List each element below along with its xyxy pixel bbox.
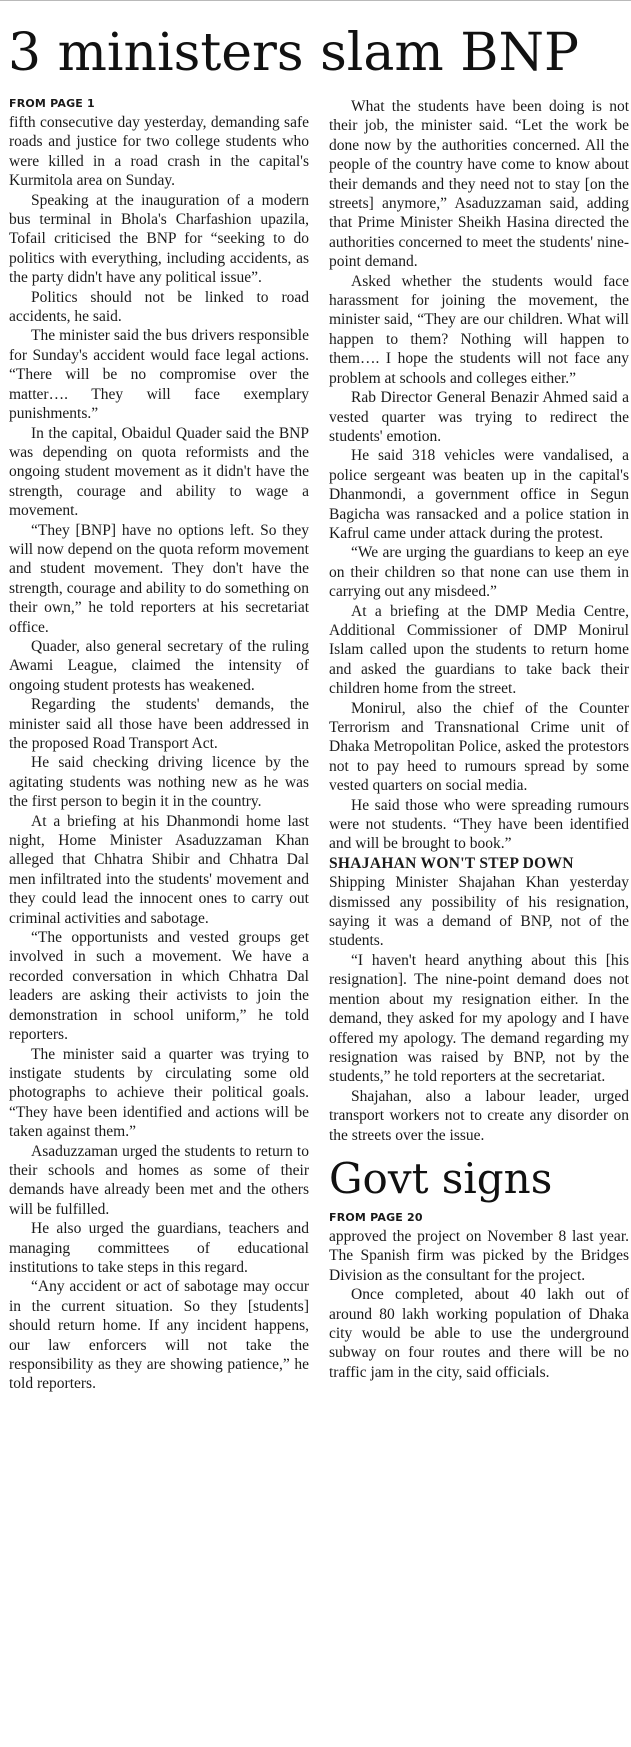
article-paragraph: Speaking at the inauguration of a modern bus terminal in Bhola's Charfashion upazila, Tofail criticised the BNP for “seeking to do politics with everything, including accidents, as the party didn't have any political issue”. <box>9 191 309 287</box>
article-paragraph: Politics should not be linked to road accidents, he said. <box>9 288 309 326</box>
article-kicker: FROM PAGE 1 <box>9 97 95 110</box>
article-paragraph: Monirul, also the chief of the Counter Terrorism and Transnational Crime unit of Dhaka Metropolitan Police, asked the protestors not to pay heed to rumours spread by some vested quarters on social media. <box>329 699 629 795</box>
section-subhead: SHAJAHAN WON'T STEP DOWN <box>329 854 574 872</box>
article-paragraph: At a briefing at the DMP Media Centre, Additional Commissioner of DMP Monirul Islam called upon the students to return home and asked the guardians to take back their children home from the street. <box>329 602 629 698</box>
second-article-kicker: FROM PAGE 20 <box>329 1210 423 1224</box>
article-paragraph: At a briefing at his Dhanmondi home last night, Home Minister Asaduzzaman Khan alleged that Chhatra Shibir and Chhatra Dal men infiltrated into the students' movement and they could lead the innocent ones to carry out criminal activities and sabotage. <box>9 812 309 927</box>
article-paragraph: fifth consecutive day yesterday, demanding safe roads and justice for two college students who were killed in a road crash in the capital's Kurmitola area on Sunday. <box>9 114 309 190</box>
article-paragraph: He also urged the guardians, teachers and managing committees of educational institutions to take steps in this regard. <box>9 1220 309 1276</box>
article-paragraph: He said checking driving licence by the agitating students was nothing new as he was the first person to begin it in the country. <box>9 754 309 811</box>
article-paragraph: Regarding the students' demands, the minister said all those have been addressed in the proposed Road Transport Act. <box>9 696 309 752</box>
article-paragraph: “We are urging the guardians to keep an eye on their children so that none can use them in carrying out any misdeed.” <box>329 544 629 601</box>
article-headline: 3 ministers slam BNP <box>8 23 579 83</box>
article-paragraph: What the students have been doing is not their job, the minister said. “Let the work be done now by the authorities concerned. All the people of the country have come to know about their demands and they need not to stay [on the streets] anymore,” Asaduzzaman said, adding that Prime Minister Sheikh Hasina directed the authorities concerned to meet the students' nine-point demand. <box>329 98 629 271</box>
article-paragraph: Shajahan, also a labour leader, urged transport workers not to create any disorder on the streets over the issue. <box>329 1087 629 1144</box>
article-paragraph: approved the project on November 8 last year. The Spanish firm was picked by the Bridges Division as the consultant for the project. <box>329 1227 629 1284</box>
article-paragraph: Rab Director General Benazir Ahmed said a vested quarter was trying to redirect the students' emotion. <box>329 389 629 445</box>
article-paragraph: “They [BNP] have no options left. So they will now depend on the quota reform movement and student movement. They don't have the strength, courage and ability to do something on their own,” he told reporters at his secretariat office. <box>9 521 309 636</box>
article-paragraph: “The opportunists and vested groups get involved in such a movement. We have a recorded conversation in which Chhatra Dal leaders are asking their activists to join the demonstration in school uniform,” he told reporters. <box>9 929 309 1044</box>
left-column <box>9 97 309 1747</box>
article-paragraph: He said 318 vehicles were vandalised, a police sergeant was beaten up in the capital's Dhanmondi, a government office in Segun Bagicha was ransacked and a police station in Kafrul came under attack during the protest. <box>329 447 629 542</box>
article-paragraph: In the capital, Obaidul Quader said the BNP was depending on quota reformists and the ongoing student movement as it didn't have the strength, courage and ability to wage a movement. <box>9 424 309 520</box>
second-article-headline: Govt signs <box>329 1153 553 1203</box>
right-column <box>329 97 629 1747</box>
article-paragraph: He said those who were spreading rumours were not students. “They have been identified and will be brought to book.” <box>329 796 629 853</box>
article-paragraph: “I haven't heard anything about this [his resignation]. The nine-point demand does not mention about my resignation either. In the demand, they asked for my apology and I have offered my apology. The demand regarding my resignation was raised by BNP, not by the students,” he told reporters at the secretariat. <box>329 951 629 1086</box>
article-paragraph: Once completed, about 40 lakh out of around 80 lakh working population of Dhaka city would be able to use the underground subway on four routes and there will be no traffic jam in the city, said officials. <box>329 1286 629 1381</box>
article-paragraph: “Any accident or act of sabotage may occur in the current situation. So they [students] should return home. If any incident happens, our law enforcers will not take the responsibility as they are showing patience,” he told reporters. <box>9 1278 309 1393</box>
article-paragraph: Asaduzzaman urged the students to return to their schools and homes as some of their demands have already been met and the others will be fulfilled. <box>9 1142 309 1218</box>
top-rule <box>0 0 631 1</box>
article-paragraph: Quader, also general secretary of the ruling Awami League, claimed the intensity of ongoing student protests has weakened. <box>9 637 309 694</box>
article-paragraph: The minister said the bus drivers responsible for Sunday's accident would face legal actions. “There will be no compromise over the matter…. They will face exemplary punishments.” <box>9 327 309 423</box>
article-paragraph: Shipping Minister Shajahan Khan yesterday dismissed any possibility of his resignation, saying it was a demand of BNP, not of the students. <box>329 874 629 950</box>
article-paragraph: Asked whether the students would face harassment for joining the movement, the minister said, “They are our children. What will happen to them? Nothing will happen to them…. I hope the students will not face any problem at schools and colleges either.” <box>329 272 629 387</box>
article-paragraph: The minister said a quarter was trying to instigate students by circulating some old photographs to achieve their political goals. “They have been identified and actions will be taken against them.” <box>9 1045 309 1141</box>
